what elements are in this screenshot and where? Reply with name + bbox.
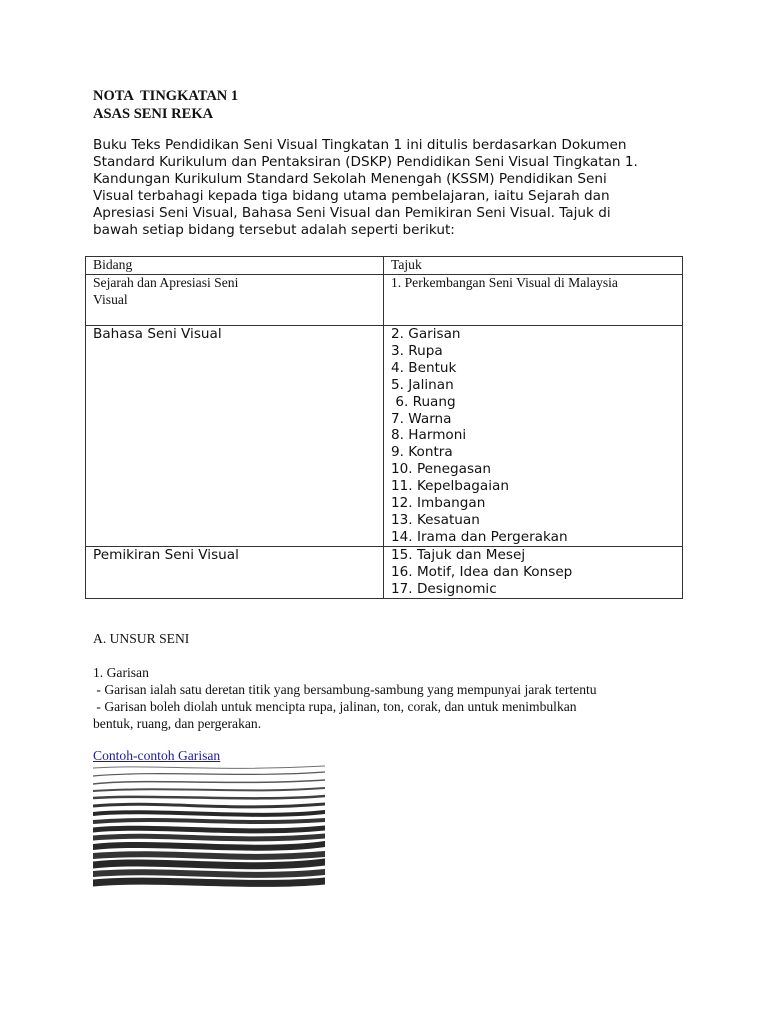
- intro-line: Kandungan Kurikulum Standard Sekolah Menengah (KSSM) Pendidikan Seni: [93, 170, 607, 187]
- document-title: [93, 87, 238, 123]
- brush-stroke: [93, 804, 325, 807]
- tajuk-cell: [384, 326, 683, 547]
- tajuk-item: 4. Bentuk: [391, 359, 457, 376]
- garisan-line: bentuk, ruang, dan pergerakan.: [93, 716, 262, 731]
- brush-stroke: [93, 820, 325, 822]
- brush-stroke: [93, 796, 325, 798]
- brush-stroke: [93, 836, 325, 839]
- title-line-1: NOTA TINGKATAN 1: [93, 88, 239, 104]
- brush-stroke: [93, 780, 325, 784]
- tajuk-item: 11. Kepelbagaian: [391, 478, 509, 495]
- brush-stroke: [93, 772, 325, 776]
- title-line-2: ASAS SENI REKA: [93, 106, 214, 122]
- garisan-heading: 1. Garisan: [93, 665, 149, 680]
- contoh-garisan-link[interactable]: Contoh-contoh Garisan: [93, 748, 221, 763]
- tajuk-cell: [384, 546, 683, 598]
- brush-stroke: [93, 812, 325, 815]
- brush-stroke: [93, 844, 325, 848]
- brush-stroke: [93, 862, 325, 866]
- brush-stroke: [93, 766, 325, 768]
- bidang-text: Bahasa Seni Visual: [93, 326, 222, 342]
- tajuk-item: 15. Tajuk dan Mesej: [391, 546, 526, 563]
- tajuk-item: 9. Kontra: [391, 444, 453, 461]
- brush-stroke: [93, 881, 325, 883]
- table-row: [86, 326, 683, 547]
- table-row: [86, 546, 683, 598]
- intro-line: Standard Kurikulum dan Pentaksiran (DSKP) Pendidikan Seni Visual Tingkatan 1.: [93, 153, 638, 170]
- intro-line: Visual terbahagi kepada tiga bidang utama pembelajaran, iaitu Sejarah dan: [93, 187, 610, 204]
- brush-stroke: [93, 828, 325, 831]
- bidang-cell: [86, 326, 384, 547]
- tajuk-item: 10. Penegasan: [391, 461, 491, 478]
- brush-stroke: [93, 854, 325, 857]
- garisan-line: - Garisan boleh diolah untuk mencipta rupa, jalinan, ton, corak, dan untuk menimbulkan: [93, 699, 577, 714]
- header-tajuk: Tajuk: [384, 257, 683, 275]
- table-header-row: [86, 257, 683, 275]
- intro-paragraph: [93, 137, 683, 238]
- tajuk-cell: [384, 275, 683, 326]
- tajuk-item: 17. Designomic: [391, 580, 497, 597]
- bidang-text: Visual: [93, 291, 128, 307]
- tajuk-item: 12. Imbangan: [391, 495, 486, 512]
- intro-line: Apresiasi Seni Visual, Bahasa Seni Visual dan Pemikiran Seni Visual. Tajuk di: [93, 204, 611, 221]
- tajuk-item: 1. Perkembangan Seni Visual di Malaysia: [391, 275, 618, 290]
- intro-line: bawah setiap bidang tersebut adalah seperti berikut:: [93, 221, 455, 238]
- tajuk-item: 14. Irama dan Pergerakan: [391, 528, 568, 545]
- tajuk-item: 6. Ruang: [391, 393, 456, 410]
- bidang-text: Pemikiran Seni Visual: [93, 546, 239, 563]
- tajuk-item: 2. Garisan: [391, 326, 461, 342]
- brush-stroke: [93, 872, 325, 875]
- intro-line: Buku Teks Pendidikan Seni Visual Tingkatan 1 ini ditulis berdasarkan Dokumen: [93, 137, 627, 153]
- section-heading: A. UNSUR SENI: [93, 631, 190, 646]
- bidang-tajuk-table: [85, 256, 683, 599]
- tajuk-item: 5. Jalinan: [391, 376, 454, 393]
- tajuk-item: 16. Motif, Idea dan Konsep: [391, 563, 573, 580]
- header-bidang: Bidang: [86, 257, 384, 275]
- table-row: [86, 275, 683, 326]
- tajuk-item: 3. Rupa: [391, 342, 443, 359]
- tajuk-item: 7. Warna: [391, 410, 452, 427]
- garisan-example-image: [93, 764, 325, 892]
- tajuk-item: 8. Harmoni: [391, 427, 467, 444]
- garisan-strokes-svg: [93, 764, 325, 892]
- brush-stroke: [93, 788, 325, 791]
- bidang-text: Sejarah dan Apresiasi Seni: [93, 275, 239, 290]
- garisan-section: [93, 664, 683, 732]
- garisan-line: - Garisan ialah satu deretan titik yang bersambung-sambung yang mempunyai jarak tertentu: [93, 682, 597, 697]
- tajuk-item: 13. Kesatuan: [391, 511, 480, 528]
- bidang-cell: [86, 275, 384, 326]
- bidang-cell: [86, 546, 384, 598]
